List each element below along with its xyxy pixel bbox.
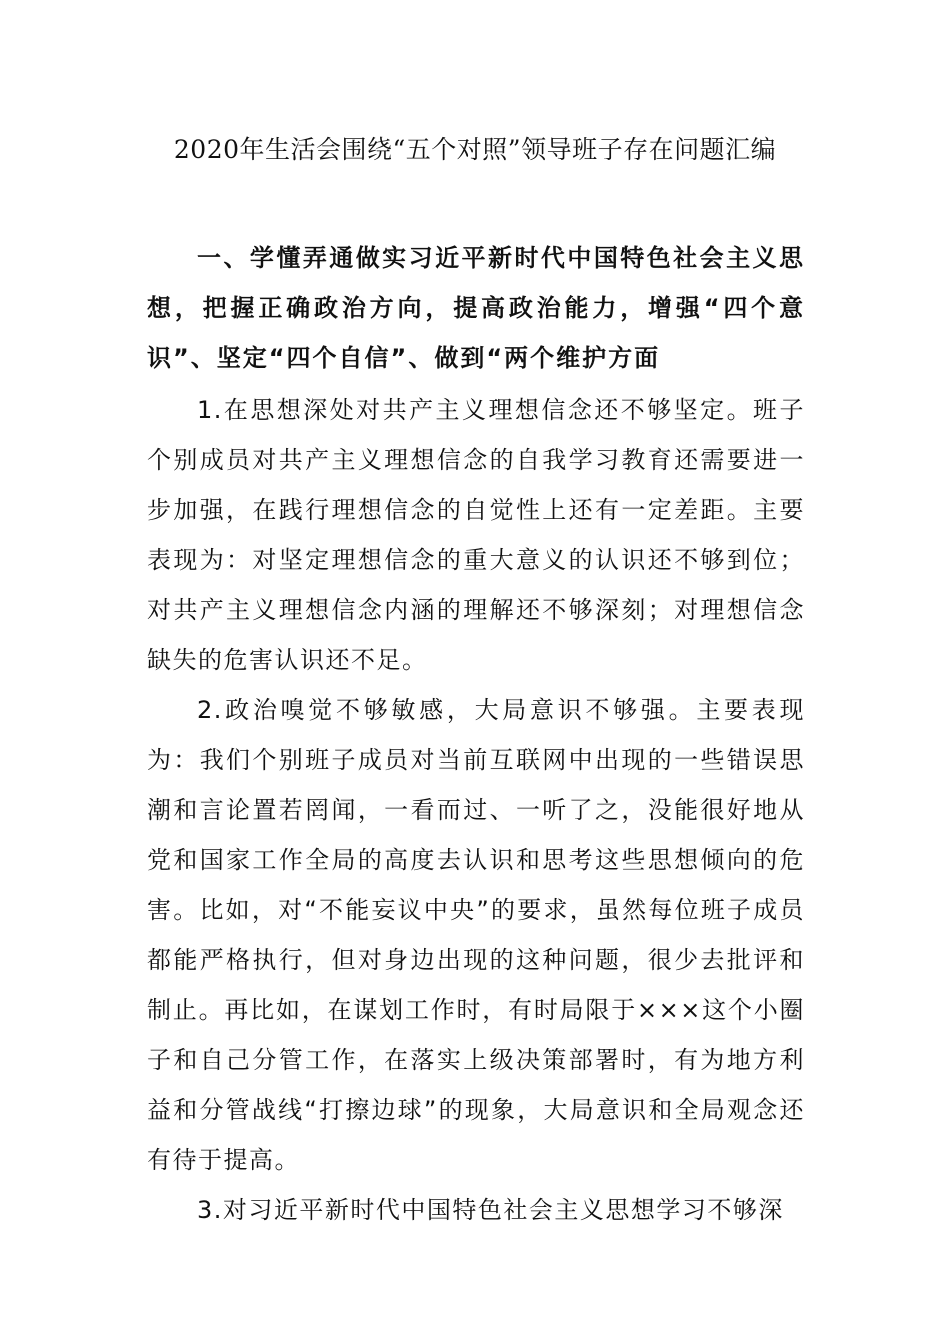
- paragraph-1: 1.在思想深处对共产主义理想信念还不够坚定。班子个别成员对共产主义理想信念的自我学习教育还需要进一步加强，在践行理想信念的自觉性上还有一定差距。主要表现为：对坚定理想信念的重大意义的认识还不够到位；对共产主义理想信念内涵的理解还不够深刻；对理想信念缺失的危害认识还不足。: [147, 396, 805, 674]
- paragraph-3: 3.对习近平新时代中国特色社会主义思想学习不够深: [197, 1196, 784, 1224]
- section-heading: 一、学懂弄通做实习近平新时代中国特色社会主义思想，把握正确政治方向，提高政治能力，增强“四个意识”、坚定“四个自信”、做到“两个维护方面: [147, 244, 805, 372]
- document-body: [147, 233, 805, 1235]
- paragraph-2: 2.政治嗅觉不够敏感，大局意识不够强。主要表现为：我们个别班子成员对当前互联网中出现的一些错误思潮和言论置若罔闻，一看而过、一听了之，没能很好地从党和国家工作全局的高度去认识和思考这些思想倾向的危害。比如，对“不能妄议中央”的要求，虽然每位班子成员都能严格执行，但对身边出现的这种问题，很少去批评和制止。再比如，在谋划工作时，有时局限于×××这个小圈子和自己分管工作，在落实上级决策部署时，有为地方利益和分管战线“打擦边球”的现象，大局意识和全局观念还有待于提高。: [147, 696, 805, 1174]
- document-title: 2020年生活会围绕“五个对照”领导班子存在问题汇编: [173, 135, 777, 164]
